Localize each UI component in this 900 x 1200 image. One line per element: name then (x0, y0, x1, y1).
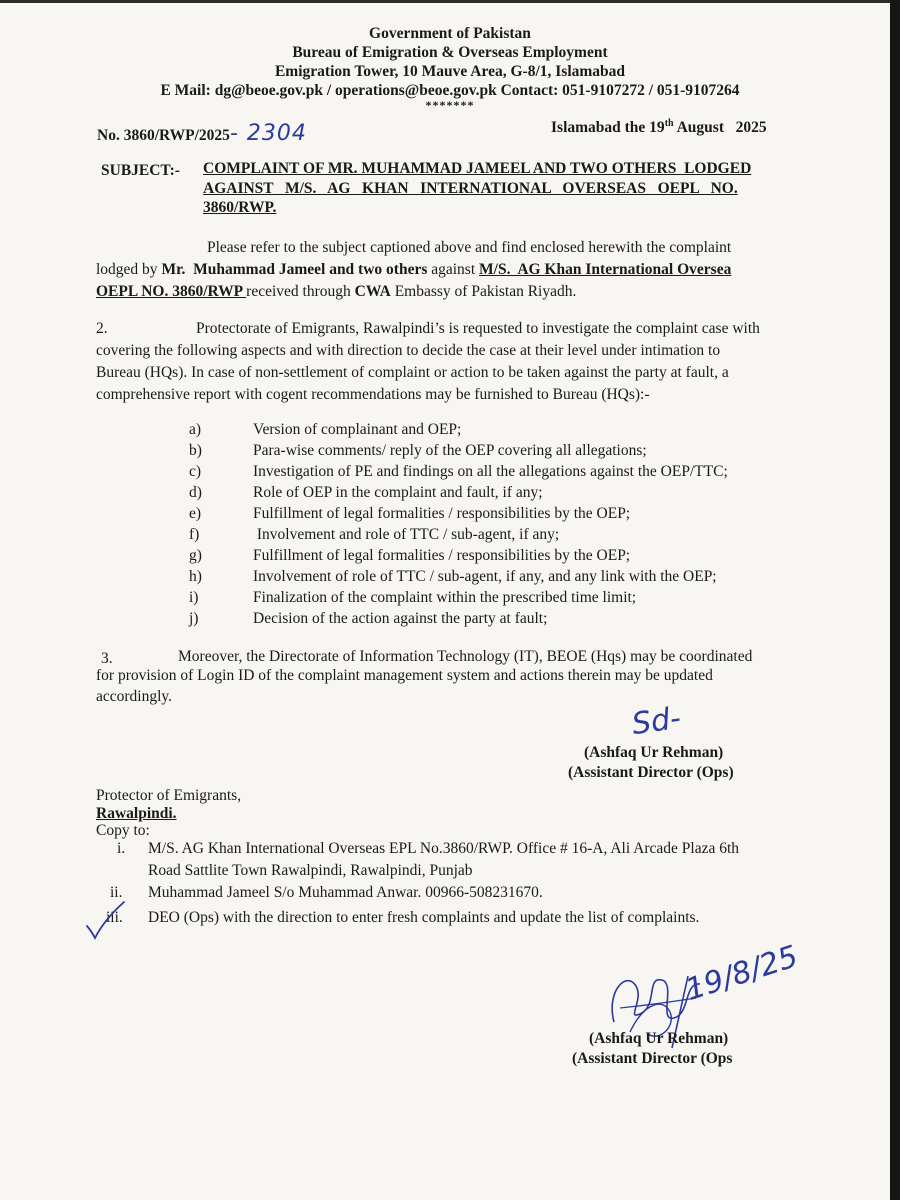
signature1-name: (Ashfaq Ur Rehman) (584, 744, 724, 761)
list-item (0, 442, 900, 463)
addressee-line-1: Protector of Emigrants, (96, 787, 242, 804)
addressee-line-2: Rawalpindi. (96, 805, 177, 822)
list-item (0, 526, 900, 547)
list-item-label: e) (189, 505, 202, 522)
copy-item-number: i. (117, 840, 126, 857)
list-item (0, 421, 900, 442)
list-item-label: a) (189, 421, 202, 438)
list-item-text: Fulfillment of legal formalities / responsibilities by the OEP; (253, 505, 631, 522)
signature1-title: (Assistant Director (Ops) (568, 764, 734, 781)
header-contact: E Mail: dg@beoe.gov.pk / operations@beoe.gov.pk Contact: 051-9107272 / 051-9107264 (160, 82, 740, 99)
para3-line-1: Moreover, the Directorate of Information Technology (IT), BEOE (Hqs) may be coordinated (178, 648, 753, 665)
list-item-text: Finalization of the complaint within the prescribed time limit; (253, 589, 637, 606)
date-ordinal: th (664, 118, 674, 129)
list-item-text: Role of OEP in the complaint and fault, if any; (253, 484, 543, 501)
para2-line-1: Protectorate of Emigrants, Rawalpindi’s is requested to investigate the complaint case with (196, 320, 760, 337)
list-item (0, 484, 900, 505)
signature2-title: (Assistant Director (Ops (572, 1050, 733, 1067)
header-bureau: Bureau of Emigration & Overseas Employment (292, 44, 608, 61)
scan-top-edge (0, 0, 900, 3)
para1-line-2 (96, 259, 731, 281)
list-item-label: i) (189, 589, 199, 606)
para2-line-2: covering the following aspects and with direction to decide the case at their level under intimation to (96, 342, 721, 359)
handwritten-signature-date: 19/8/25 (681, 938, 803, 1009)
para1-text: Embassy of Pakistan Riyadh. (390, 283, 577, 300)
reference-number (97, 121, 307, 146)
subject-line-1: COMPLAINT OF MR. MUHAMMAD JAMEEL AND TWO OTHERS LODGED (203, 160, 752, 177)
para2-line-3: Bureau (HQs). In case of non-settlement of complaint or action to be taken against the party at fault, a (96, 364, 729, 381)
para1-text: received through (246, 283, 355, 300)
copy-item-number: ii. (110, 884, 123, 901)
list-item-text: Involvement and role of TTC / sub-agent, if any; (253, 526, 560, 543)
list-item-label: f) (189, 526, 200, 543)
copy-item-text: Muhammad Jameel S/o Muhammad Anwar. 00966-508231670. (148, 884, 543, 901)
para1-text: lodged by (96, 261, 162, 278)
list-item-label: g) (189, 547, 202, 564)
list-item (0, 463, 900, 484)
para3-line-2: for provision of Login ID of the complaint management system and actions therein may be updated (96, 667, 713, 684)
para1-text: against (427, 261, 480, 278)
para1-line-3 (96, 281, 576, 303)
copy-item-text: M/S. AG Khan International Overseas EPL No.3860/RWP. Office # 16-A, Ali Arcade Plaza 6th (148, 840, 740, 857)
oep-number: OEPL NO. 3860/RWP (96, 283, 247, 300)
copy-to-label: Copy to: (96, 822, 150, 839)
list-item-text: Decision of the action against the party at fault; (253, 610, 548, 627)
checkmark-icon (84, 898, 128, 942)
list-item-text: Investigation of PE and findings on all the allegations against the OEP/TTC; (253, 463, 728, 480)
letter-date (551, 118, 767, 137)
handwritten-sd-mark: Sd- (629, 700, 684, 743)
para3-line-3: accordingly. (96, 688, 173, 705)
handwritten-reference-number: - 2304 (229, 121, 307, 146)
complainant-name: Mr. Muhammad Jameel and two others (161, 261, 428, 278)
list-item-text: Fulfillment of legal formalities / responsibilities by the OEP; (253, 547, 631, 564)
subject-line-3: 3860/RWP. (203, 199, 277, 216)
list-item (0, 547, 900, 568)
list-item-label: c) (189, 463, 202, 480)
para2-line-4: comprehensive report with cogent recommendations may be furnished to Bureau (HQs):- (96, 386, 650, 403)
list-item (0, 505, 900, 526)
subject-line-2: AGAINST M/S. AG KHAN INTERNATIONAL OVERSEAS OEPL NO. (203, 180, 738, 197)
subject-label: SUBJECT:- (101, 162, 180, 179)
signature2-name: (Ashfaq Ur Rehman) (589, 1030, 729, 1047)
list-item-text: Involvement of role of TTC / sub-agent, if any, and any link with the OEP; (253, 568, 717, 585)
reference-number-text: No. 3860/RWP/2025 (97, 127, 230, 144)
para3-number: 3. (101, 650, 113, 667)
copy-item-text: DEO (Ops) with the direction to enter fresh complaints and update the list of complaints. (148, 909, 700, 926)
copy-item-text: Road Sattlite Town Rawalpindi, Rawalpindi, Punjab (148, 862, 473, 879)
cwa-label: CWA (354, 283, 391, 300)
list-item-label: j) (189, 610, 199, 627)
list-item-text: Para-wise comments/ reply of the OEP covering all allegations; (253, 442, 647, 459)
list-item-text: Version of complainant and OEP; (253, 421, 462, 438)
oep-name: M/S. AG Khan International Oversea (479, 261, 732, 278)
list-item-label: b) (189, 442, 202, 459)
list-item (0, 610, 900, 631)
list-item-label: d) (189, 484, 202, 501)
para1-line-1: Please refer to the subject captioned above and find enclosed herewith the complaint (207, 239, 732, 256)
list-item (0, 589, 900, 610)
header-government: Government of Pakistan (369, 25, 531, 42)
copy-item-number: iii. (106, 909, 123, 926)
date-month-year: August 2025 (673, 119, 767, 137)
list-item-label: h) (189, 568, 202, 585)
date-prefix: Islamabad the 19 (551, 119, 665, 137)
header-address: Emigration Tower, 10 Mauve Area, G-8/1, Islamabad (274, 63, 626, 80)
list-item (0, 568, 900, 589)
para2-number: 2. (96, 320, 108, 337)
header-stars: ******* (425, 98, 475, 112)
